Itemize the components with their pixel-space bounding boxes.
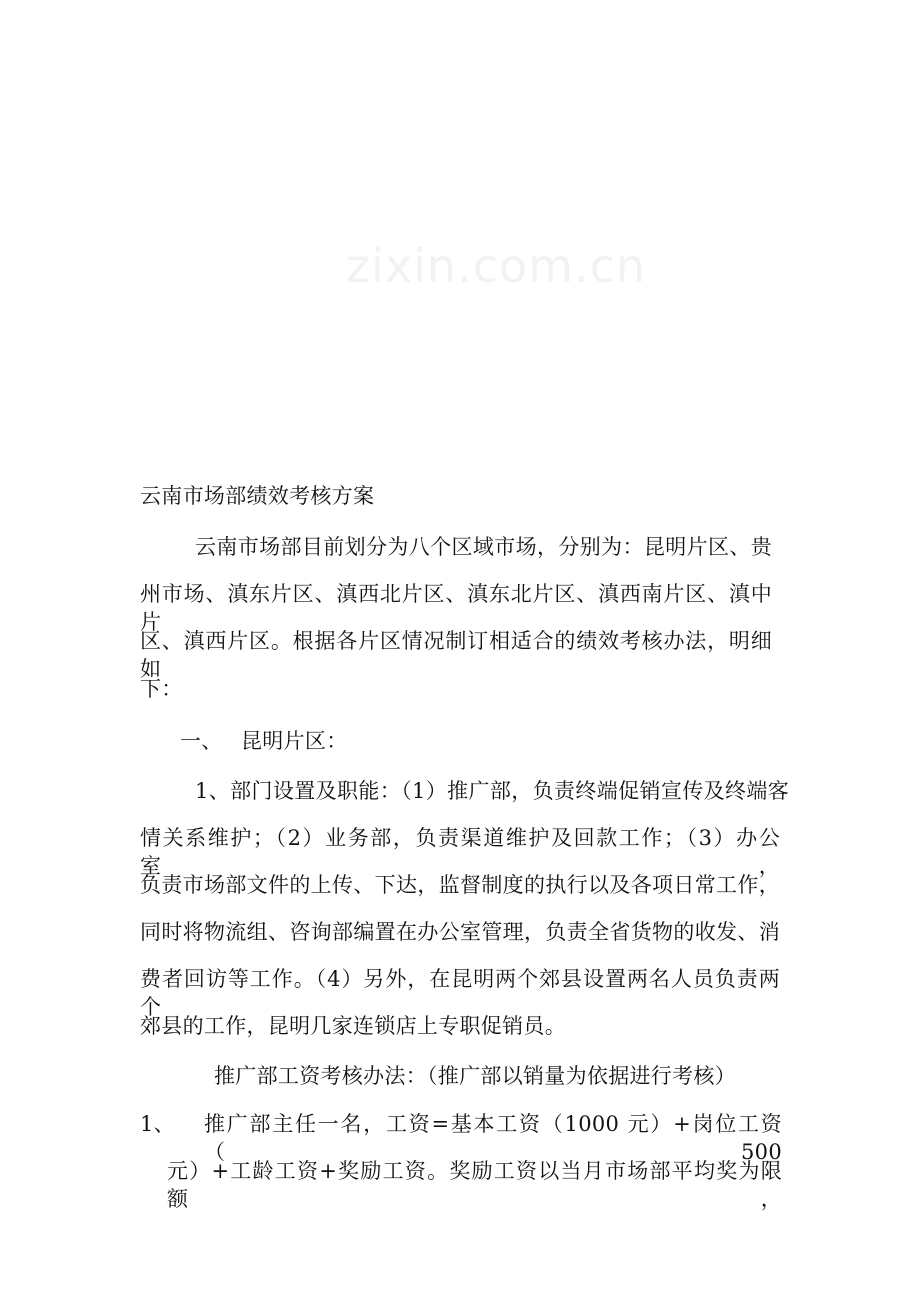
dept-line-6: 郊县的工作，昆明几家连锁店上专职促销员。 <box>140 1014 566 1038</box>
dept-line-1: 1、部门设置及职能：（1）推广部，负责终端促销宣传及终端客 <box>195 779 789 803</box>
dept-line-2: 情关系维护；（2）业务部，负责渠道维护及回款工作；（3）办公室， <box>140 826 780 878</box>
dept-line-4: 同时将物流组、咨询部编置在办公室管理，负责全省货物的收发、消 <box>140 920 780 944</box>
section-one-title: 昆明片区： <box>241 729 348 753</box>
list-item-1-number: 1、 <box>140 1112 175 1136</box>
intro-line-4: 下： <box>140 677 183 701</box>
watermark: zixin.com.cn <box>346 239 647 293</box>
intro-line-1: 云南市场部目前划分为八个区域市场，分别为：昆明片区、贵 <box>195 535 772 559</box>
dept-line-3: 负责市场部文件的上传、下达，监督制度的执行以及各项日常工作， <box>140 873 780 897</box>
dept-line-5: 费者回访等工作。（4）另外，在昆明两个郊县设置两名人员负责两个 <box>140 967 780 1019</box>
intro-line-3: 区、滇西片区。根据各片区情况制订相适合的绩效考核办法，明细如 <box>140 629 772 681</box>
intro-line-2: 州市场、滇东片区、滇西北片区、滇东北片区、滇西南片区、滇中片 <box>140 582 772 634</box>
document-title: 云南市场部绩效考核方案 <box>140 484 375 508</box>
subheading: 推广部工资考核办法：（推广部以销量为依据进行考核） <box>214 1064 736 1088</box>
list-item-1-line-2: 元）+工龄工资+奖励工资。奖励工资以当月市场部平均奖为限额， <box>167 1159 782 1211</box>
list-item-1-line-1: 推广部主任一名，工资=基本工资（1000 元）+岗位工资（500 <box>204 1112 782 1164</box>
section-one-number: 一、 <box>180 729 223 753</box>
